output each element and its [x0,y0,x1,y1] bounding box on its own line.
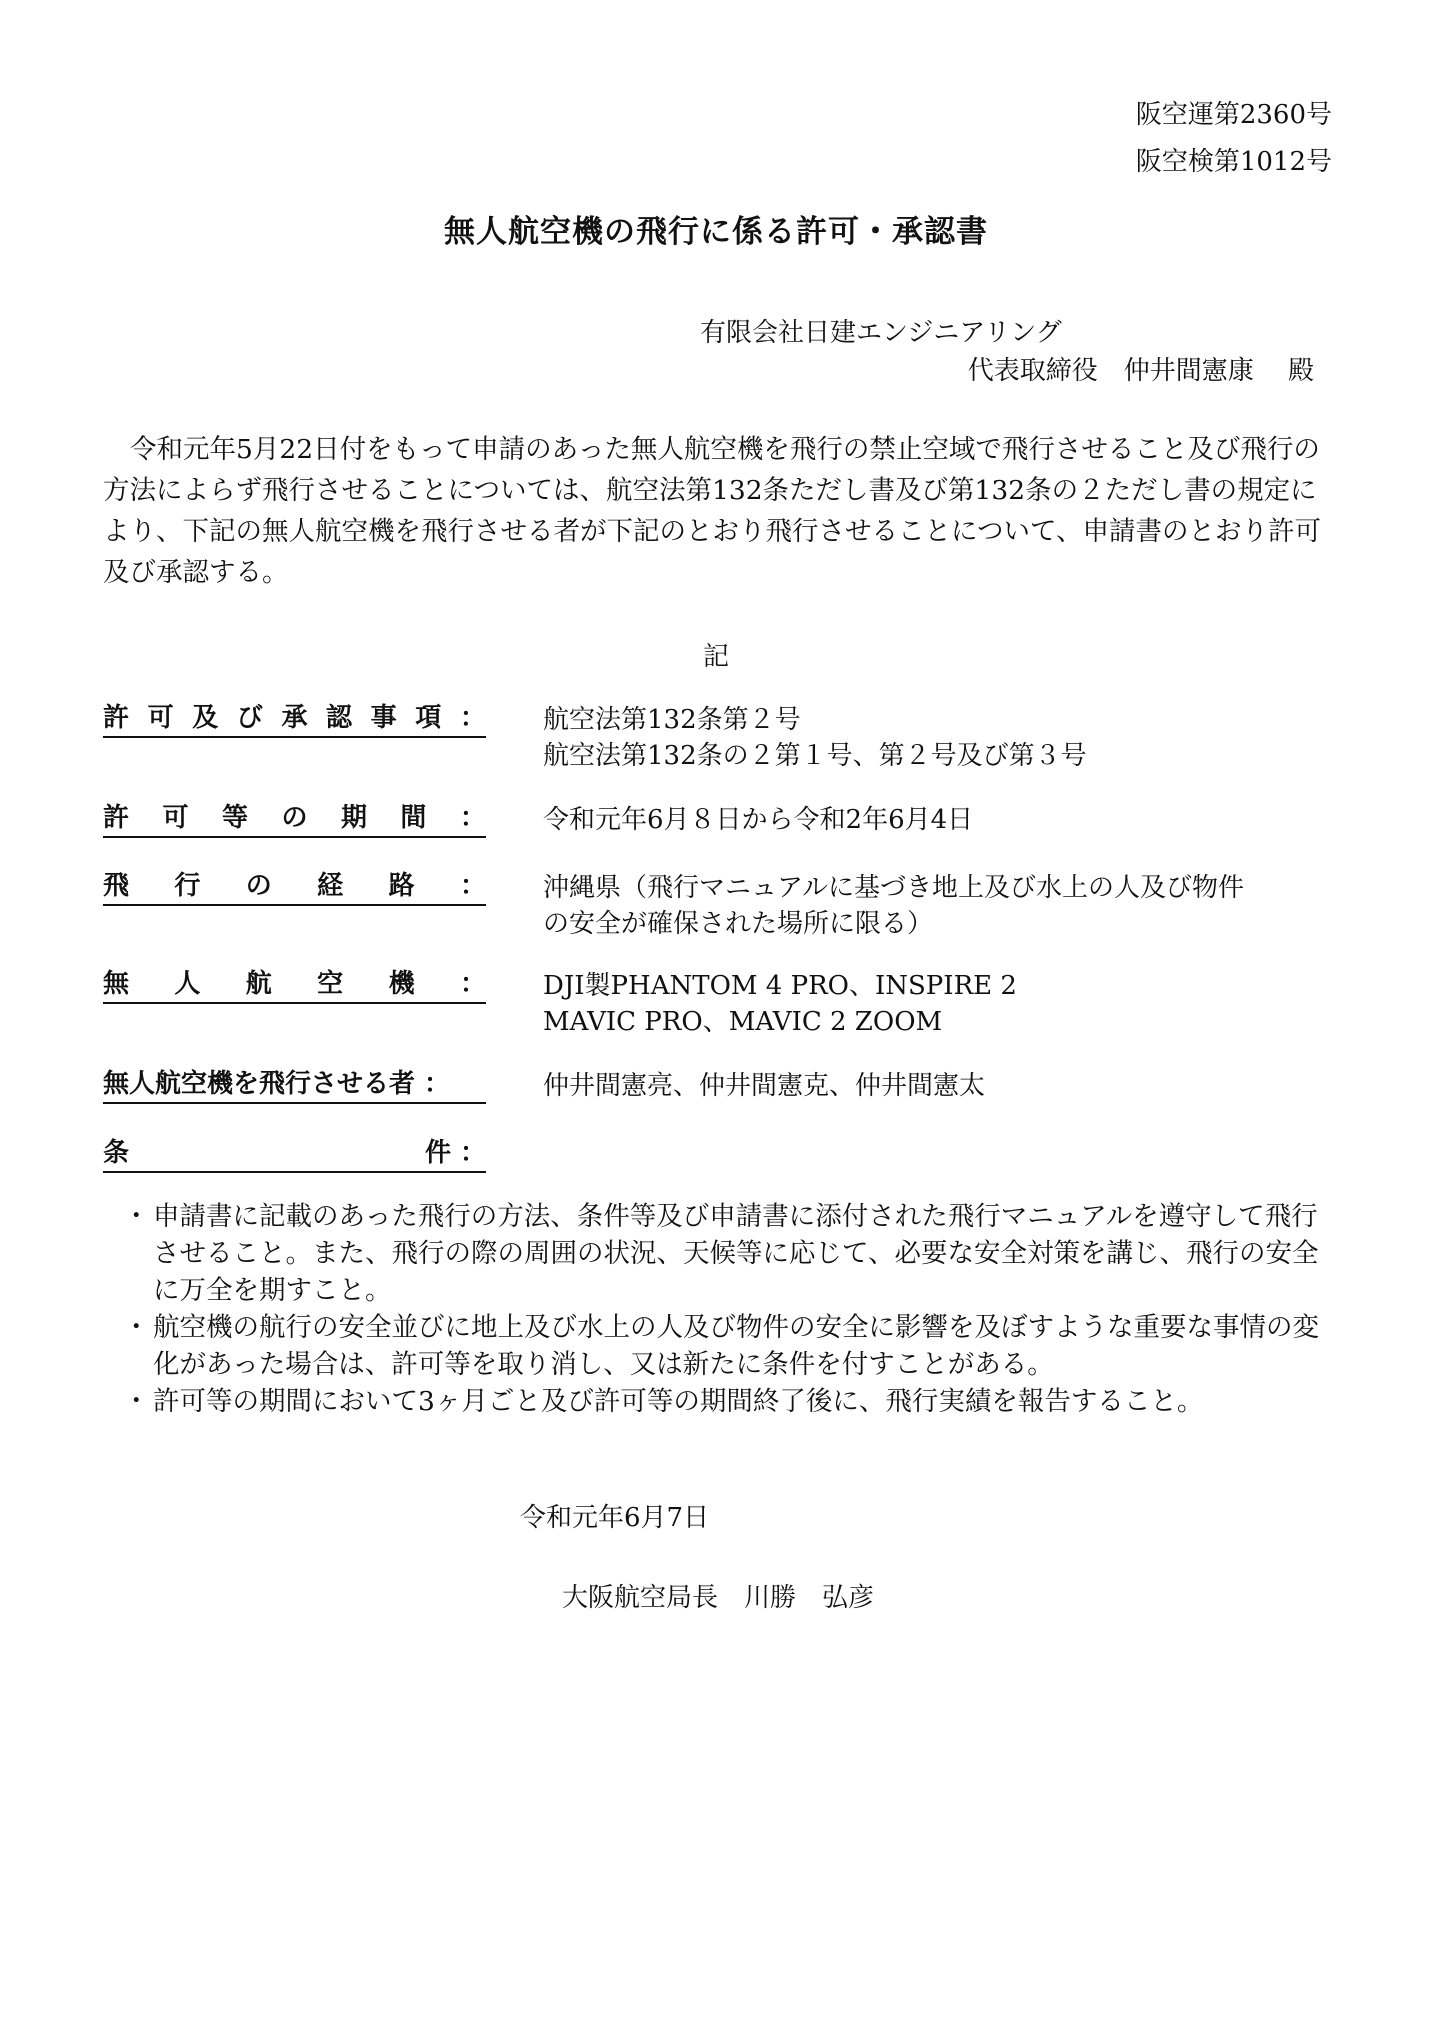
label-char: 及 [192,703,219,733]
label-char: 経 [317,871,344,901]
item-value-operators [543,1068,1343,1104]
conditions-list [131,1198,1341,1420]
label-char: 許 [103,703,130,733]
issue-date: 令和元年6月7日 [520,1503,710,1533]
label-char: ： [459,803,486,833]
item-label-conditions [103,1135,486,1173]
ki-heading: 記 [702,642,729,672]
label-char: 可 [162,803,189,833]
item-value-approval-matters [543,702,1343,774]
document-title: 無人航空機の飛行に係る許可・承認書 [444,214,988,250]
label-char: 承 [281,703,308,733]
label-char: 航 [245,969,272,999]
label-char: ： [459,703,486,733]
item-label-flight-route [103,868,486,906]
addressee-person: 代表取締役 仲井間憲康 殿 [967,356,1314,386]
doc-number-inspection: 阪空検第1012号 [1135,147,1332,177]
label-char: 条 [103,1138,130,1168]
value-line: 沖縄県（飛行マニュアルに基づき地上及び水上の人及び物件 [543,873,1244,903]
label-char: ： [459,871,486,901]
label-char: 路 [388,871,415,901]
label-char: ： [459,969,486,999]
label-char: 行 [174,871,201,901]
value-line: 航空法第132条第２号 [543,705,801,735]
document-numbers [1136,92,1332,186]
label-char: 件 ： [424,1138,486,1168]
label-char: 間 [400,803,427,833]
item-label-approval-matters [103,700,486,738]
label-char: 人 [174,969,201,999]
label-char: 等 [221,803,248,833]
item-value-flight-route [543,870,1343,942]
body-paragraph: 令和元年5月22日付をもって申請のあった無人航空機を飛行の禁止空域で飛行させること及び飛行の方法によらず飛行させることについては、航空法第132条ただし書及び第132条の２ただし書の規定により、下記の無人航空機を飛行させる者が下記のとおり飛行させることについて、申請書のとおり許可及び承認する。 [103,434,1321,588]
label-char: 飛 [103,871,130,901]
label-char: 許 [103,803,130,833]
issuer-signature: 大阪航空局長 川勝 弘彦 [562,1583,875,1613]
condition-item: ・ 申請書に記載のあった飛行の方法、条件等及び申請書に添付された飛行マニュアルを遵守して飛行させること。また、飛行の際の周囲の状況、天候等に応じて、必要な安全対策を講じ、飛行の安全に万全を期すこと。 [131,1198,1341,1309]
label-char: 可 [147,703,174,733]
label-char: 無 [103,969,130,999]
label-char: 空 [317,969,344,999]
label-char: 期 [340,803,367,833]
value-line: DJI製PHANTOM 4 PRO、INSPIRE 2 [543,971,1017,1001]
item-label-operators [103,1066,486,1104]
label-char: び [236,703,263,733]
label-char: 事 [370,703,397,733]
label-char: 無人航空機を飛行させる者 ： [103,1069,451,1099]
label-char: の [245,871,272,901]
addressee-company: 有限会社日建エンジニアリング [700,318,1062,348]
value-line: の安全が確保された場所に限る） [543,909,934,939]
condition-item: ・ 航空機の航行の安全並びに地上及び水上の人及び物件の安全に影響を及ぼすような重要な事情の変化があった場合は、許可等を取り消し、又は新たに条件を付すことがある。 [131,1309,1341,1383]
item-label-permit-period [103,800,486,838]
value-line: MAVIC PRO、MAVIC 2 ZOOM [543,1007,943,1037]
item-label-aircraft [103,966,486,1004]
label-char: 機 [388,969,415,999]
label-char: 項 [415,703,442,733]
label-char: 認 [326,703,353,733]
value-line: 仲井間憲亮、仲井間憲克、仲井間憲太 [543,1071,986,1101]
label-char: の [281,803,308,833]
item-value-aircraft [543,968,1343,1040]
item-value-permit-period [543,802,1343,838]
doc-number-transport: 阪空運第2360号 [1135,100,1332,130]
value-line: 令和元年6月８日から令和2年6月4日 [543,805,974,835]
value-line: 航空法第132条の２第１号、第２号及び第３号 [543,741,1087,771]
condition-item: ・ 許可等の期間において3ヶ月ごと及び許可等の期間終了後に、飛行実績を報告すること。 [131,1383,1341,1420]
